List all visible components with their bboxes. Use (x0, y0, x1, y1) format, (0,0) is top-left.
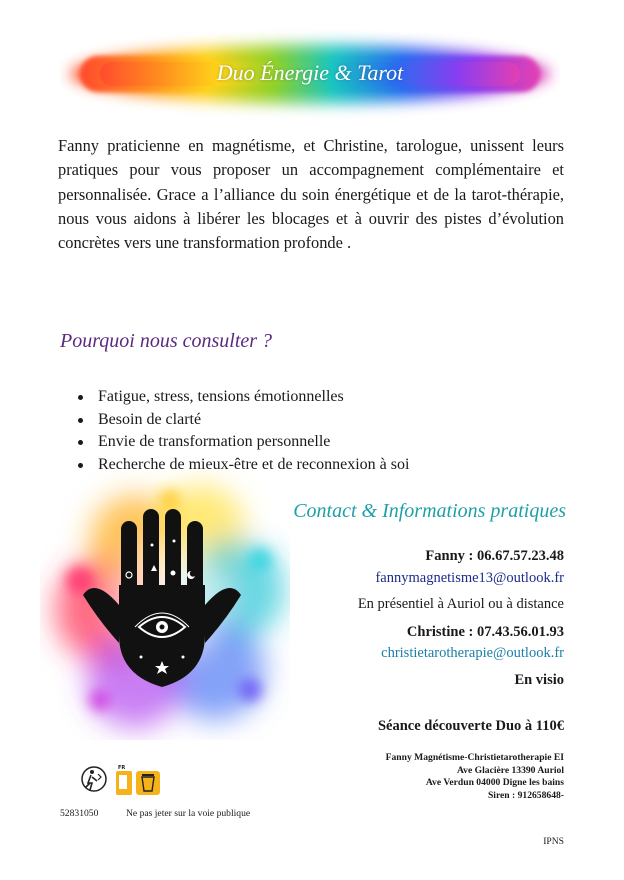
legal-line: Ave Glacière 13390 Auriol (456, 764, 564, 776)
recycling-logos (80, 764, 170, 798)
contact-heading: Contact & Informations pratiques (293, 500, 566, 522)
legal-line: Siren : 912658648- (487, 789, 564, 801)
fanny-email-link[interactable]: fannymagnetisme13@outlook.fr (375, 570, 564, 586)
why-consult-heading: Pourquoi nous consulter ? (60, 330, 273, 352)
christine-phone: Christine : 07.43.56.01.93 (406, 624, 564, 640)
list-item: Besoin de clarté (76, 409, 556, 432)
ipns-label: IPNS (543, 836, 564, 847)
fr-badge: FR (118, 765, 126, 771)
fanny-phone: Fanny : 06.67.57.23.48 (425, 548, 564, 564)
christine-location: En visio (514, 672, 564, 688)
info-tri-icon (116, 771, 160, 795)
fanny-location: En présentiel à Auriol ou à distance (357, 596, 564, 612)
color-splash-illustration (40, 470, 290, 740)
list-item: Recherche de mieux-être et de reconnexion à soi (76, 454, 556, 477)
title-banner (60, 22, 560, 122)
intro-paragraph: Fanny praticienne en magnétisme, et Christine, tarologue, unissent leurs pratiques pour vous proposer un accompagnement complémentaire et personnalisée. Grace a l’alliance du soin énergétique et de la tarot-thérapie, nous vous aidons à libérer les blocages et à ouvrir des pistes d’évolution concrètes vers une transformation profonde . (58, 136, 564, 253)
discovery-offer: Séance découverte Duo à 110€ (377, 718, 564, 734)
christine-email-link[interactable]: christietarotherapie@outlook.fr (381, 645, 564, 661)
legal-line: Fanny Magnétisme-Christietarotherapie EI (385, 752, 564, 763)
legal-line: Ave Verdun 04000 Digne les bains (425, 777, 564, 789)
disposal-notice: Ne pas jeter sur la voie publique (126, 808, 251, 819)
list-item: Fatigue, stress, tensions émotionnelles (76, 386, 556, 409)
reasons-list (76, 386, 556, 477)
legal-info (386, 752, 564, 802)
list-item: Envie de transformation personnelle (76, 431, 556, 454)
page-title: Duo Énergie & Tarot (216, 60, 404, 85)
triman-recycling-icon (82, 767, 106, 791)
print-code: 52831050 (60, 808, 99, 819)
